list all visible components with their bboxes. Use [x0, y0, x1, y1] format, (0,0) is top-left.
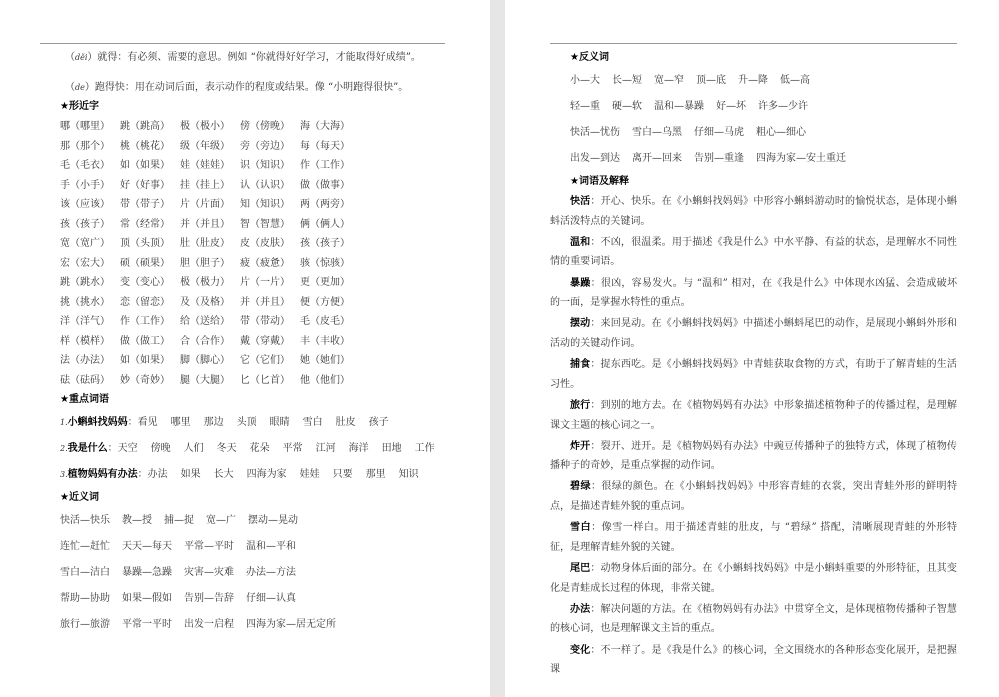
word-pair: 平常—平时	[184, 541, 234, 553]
table-cell: 合（合作）	[180, 335, 230, 347]
word-pair: 快活—快乐	[60, 515, 110, 527]
table-cell: 片（一片）	[240, 277, 290, 289]
table-cell: 恋（留恋）	[120, 296, 170, 308]
table-row	[60, 312, 445, 332]
definition-item	[550, 396, 957, 435]
definition-term: 旅行	[570, 399, 591, 411]
definition-term: 摆动	[570, 318, 591, 330]
table-cell: 做（做工）	[120, 335, 170, 347]
table-cell: 丰（丰收）	[300, 335, 350, 347]
table-cell: 识（知识）	[240, 160, 290, 172]
word-pair: 天天—每天	[122, 541, 172, 553]
definition-text: ：来回晃动。在《小蝌蚪找妈妈》中描述小蝌蚪尾巴的动作，是展现小蝌蚪外形和活动的关键动作词。	[550, 318, 957, 349]
definition-item	[550, 314, 957, 353]
table-cell: 皮（皮肤）	[240, 238, 290, 250]
definition-term: 暴躁	[570, 277, 591, 289]
table-row	[60, 254, 445, 274]
word-pair: 平常一平时	[122, 619, 172, 631]
table-cell: 并（并且）	[180, 218, 230, 230]
word-pair: 仔细—马虎	[694, 127, 744, 138]
definition-text: ：解决问题的方法。在《植物妈妈有办法》中贯穿全文，是体现植物传播种子智慧的核心词，也是理解课文主旨的重点。	[550, 603, 957, 635]
definition-item	[550, 559, 957, 598]
table-cell: 肚（肚皮）	[180, 238, 230, 250]
word-pair: 温和—暴躁	[654, 101, 704, 112]
table-cell: 洋（洋气）	[60, 316, 110, 328]
word-pair: 四海为家—安土重迁	[756, 153, 846, 164]
table-cell: 片（片面）	[180, 199, 230, 211]
table-cell: 变（变心）	[120, 277, 170, 289]
section-heading-synonyms: ★近义词	[60, 492, 99, 504]
word: 田地	[381, 443, 402, 455]
intro-line: （děi）就得：有必须、需要的意思。例如 “你就得好好学习，才能取得好成绩”。	[65, 52, 421, 63]
word-pair: 雪白—乌黑	[632, 127, 682, 138]
table-cell: 知（知识）	[240, 199, 290, 211]
table-cell: 它（它们）	[240, 355, 290, 367]
word-pair: 许多—少许	[758, 101, 808, 112]
synonym-row	[60, 508, 445, 534]
table-row	[60, 156, 445, 176]
lesson-number: 3.	[60, 470, 68, 480]
definition-term: 尾巴	[570, 563, 591, 575]
definition-text: ：开心、快乐。在《小蝌蚪找妈妈》中形容小蝌蚪游动时的愉悦状态，是体现小蝌蚪活泼特点的关键词。	[550, 196, 957, 227]
lesson-row	[60, 436, 445, 462]
word: 工作	[414, 443, 435, 455]
antonyms-list	[570, 68, 957, 172]
table-cell: 妙（奇妙）	[120, 374, 170, 386]
section-heading-similar-chars: ★形近字	[60, 101, 99, 113]
synonyms-list	[60, 508, 445, 638]
table-cell: 好（好事）	[120, 179, 170, 191]
table-cell: 桃（桃花）	[120, 140, 170, 152]
word: 平常	[282, 443, 303, 455]
word-pair: 长—短	[612, 75, 642, 86]
table-row	[60, 332, 445, 352]
table-row	[60, 176, 445, 196]
table-row	[60, 234, 445, 254]
definition-item	[550, 192, 957, 231]
colon: ：	[107, 443, 118, 455]
word: 雪白	[302, 417, 323, 429]
word: 看见	[137, 417, 158, 429]
document-page-right	[505, 0, 999, 697]
table-cell: 孩（孩子）	[60, 218, 110, 230]
table-cell: 更（更加）	[300, 277, 350, 289]
table-cell: 如（如果）	[120, 355, 170, 367]
page-content	[550, 48, 957, 681]
definition-item	[550, 518, 957, 557]
word-pair: 粗心—细心	[756, 127, 806, 138]
word-pair: 暴躁—急躁	[122, 567, 172, 579]
table-cell: 疲（疲惫）	[240, 257, 290, 269]
synonym-row	[60, 586, 445, 612]
definition-term: 雪白	[570, 522, 592, 534]
word-pair: 摆动—晃动	[248, 515, 298, 527]
word-pair: 快活—忧伤	[570, 127, 620, 138]
table-cell: 级（年级）	[180, 140, 230, 152]
table-cell: 哪（哪里）	[60, 121, 110, 133]
word-pair: 离开—回来	[632, 153, 682, 164]
definition-item	[550, 274, 957, 313]
table-cell: 戴（穿戴）	[240, 335, 290, 347]
word-pair: 连忙—赶忙	[60, 541, 110, 553]
table-cell: 他（他们）	[300, 374, 350, 386]
word: 天空	[117, 443, 138, 455]
table-cell: 脚（脚心）	[180, 355, 230, 367]
table-cell: 胆（胆子）	[180, 257, 230, 269]
table-cell: 硕（硕果）	[120, 257, 170, 269]
table-cell: 常（经常）	[120, 218, 170, 230]
colon: ：	[137, 469, 148, 481]
word-pair: 旅行—旅游	[60, 619, 110, 631]
definition-text: ：很凶，容易发火。与 “温和” 相对，在《我是什么》中体现水凶猛、会造成破坏的一面，是掌握水特性的重点。	[550, 277, 957, 309]
word-pair: 雪白—洁白	[60, 567, 110, 579]
table-cell: 那（那个）	[60, 140, 110, 152]
definition-term: 温和	[570, 236, 591, 248]
word-pair: 仔细—认真	[246, 593, 296, 605]
word: 知识	[398, 469, 419, 481]
lesson-title: 植物妈妈有办法	[67, 469, 138, 481]
definition-text: ：到别的地方去。在《植物妈妈有办法》中形象描述植物种子的传播过程，是理解课文主题的核心词之一。	[550, 399, 957, 431]
table-cell: 匕（匕首）	[240, 374, 290, 386]
definition-text: ：不一样了。是《我是什么》的核心词，全文围绕水的各种形态变化展开，是把握课	[550, 644, 957, 676]
word: 人们	[183, 443, 204, 455]
table-cell: 傍（傍晚）	[240, 121, 290, 133]
table-row	[60, 117, 445, 137]
lesson-number: 2.	[60, 444, 68, 454]
table-cell: 孩（孩子）	[300, 238, 350, 250]
table-cell: 并（并且）	[240, 296, 290, 308]
synonym-row	[60, 534, 445, 560]
table-cell: 做（做事）	[300, 179, 350, 191]
word-pair: 捕—捉	[164, 515, 194, 527]
table-cell: 认（认识）	[240, 179, 290, 191]
word: 如果	[180, 469, 201, 481]
synonym-row	[60, 560, 445, 586]
word-pair: 低—高	[780, 75, 810, 86]
word: 四海为家	[246, 469, 287, 481]
word: 肚皮	[335, 417, 356, 429]
word: 办法	[147, 469, 168, 481]
definition-text: ：捉东西吃。是《小蝌蚪找妈妈》中青蛙获取食物的方式，有助于了解青蛙的生活习性。	[550, 359, 957, 390]
table-cell: 海（大海）	[300, 121, 350, 133]
table-cell: 毛（毛衣）	[60, 160, 110, 172]
definition-item	[550, 600, 957, 639]
table-row	[60, 371, 445, 391]
table-cell: 手（小手）	[60, 179, 110, 191]
definition-term: 办法	[570, 603, 591, 615]
word-pair: 教—授	[122, 515, 152, 527]
table-cell: 带（带动）	[240, 316, 290, 328]
table-cell: 该（应该）	[60, 199, 110, 211]
table-cell: 法（办法）	[60, 355, 110, 367]
definition-item	[550, 477, 957, 516]
lesson-number: 1.	[60, 418, 68, 428]
section-heading-antonyms: ★反义词	[570, 52, 609, 63]
table-cell: 带（带子）	[120, 199, 170, 211]
table-cell: 极（极力）	[180, 277, 230, 289]
definition-item	[550, 233, 957, 272]
table-cell: 作（工作）	[300, 160, 350, 172]
word: 长大	[213, 469, 234, 481]
table-cell: 便（方便）	[300, 296, 350, 308]
definition-text: ：像雪一样白。用于描述青蛙的肚皮，与 “碧绿” 搭配，清晰展现青蛙的外形特征，是理解青蛙外貌的关键。	[550, 522, 957, 553]
word-pair: 好—坏	[716, 101, 746, 112]
word-pair: 顶—底	[696, 75, 726, 86]
header-rule	[40, 43, 445, 44]
word-pair: 帮助—协助	[60, 593, 110, 605]
table-cell: 挂（挂上）	[180, 179, 230, 191]
antonym-row	[570, 94, 957, 120]
table-row	[60, 195, 445, 215]
word: 冬天	[216, 443, 237, 455]
table-cell: 俩（俩人）	[300, 218, 350, 230]
table-cell: 骇（惊骇）	[300, 257, 350, 269]
word-pair: 四海为家—居无定所	[246, 619, 336, 631]
section-heading-definitions: ★词语及解释	[570, 176, 629, 187]
word-pair: 升—降	[738, 75, 768, 86]
table-row	[60, 273, 445, 293]
definition-item	[550, 437, 957, 476]
word-pair: 小—大	[570, 75, 600, 86]
table-cell: 娃（娃娃）	[180, 160, 230, 172]
word-pair: 轻—重	[570, 101, 600, 112]
definition-term: 捕食	[570, 359, 591, 371]
word-pair: 办法—方法	[246, 567, 296, 579]
table-cell: 及（及格）	[180, 296, 230, 308]
table-cell: 跳（跳高）	[120, 121, 170, 133]
table-cell: 砝（砝码）	[60, 374, 110, 386]
word: 江河	[315, 443, 336, 455]
colon: ：	[127, 417, 138, 429]
table-cell: 挑（挑水）	[60, 296, 110, 308]
table-cell: 跳（跳水）	[60, 277, 110, 289]
definition-term: 炸开	[570, 440, 591, 452]
word-pair: 如果—假如	[122, 593, 172, 605]
word-pair: 硬—软	[612, 101, 642, 112]
lesson-title: 我是什么	[67, 443, 108, 455]
table-cell: 每（每天）	[300, 140, 350, 152]
key-words-list	[60, 410, 445, 488]
lesson-row	[60, 462, 445, 488]
word: 花朵	[249, 443, 270, 455]
word: 海洋	[348, 443, 369, 455]
definition-item	[550, 355, 957, 394]
table-cell: 给（送给）	[180, 316, 230, 328]
intro-line: （de）跑得快：用在动词后面，表示动作的程度或结果。像 “小明跑得很快”。	[65, 81, 409, 93]
word-pair: 灾害—灾难	[184, 567, 234, 579]
word: 那里	[365, 469, 386, 481]
page-content	[60, 48, 445, 638]
definition-term: 变化	[570, 644, 591, 656]
word: 孩子	[368, 417, 389, 429]
antonym-row	[570, 120, 957, 146]
definitions-list	[550, 192, 957, 680]
word: 傍晚	[150, 443, 171, 455]
section-heading-key-words: ★重点词语	[60, 394, 109, 406]
table-row	[60, 137, 445, 157]
word: 那边	[203, 417, 224, 429]
table-cell: 作（工作）	[120, 316, 170, 328]
antonym-row	[570, 146, 957, 172]
definition-text: ：很绿的颜色。在《小蝌蚪找妈妈》中形容青蛙的衣裳，突出青蛙外形的鲜明特点，是描述青蛙外貌的重点词。	[550, 481, 957, 513]
table-cell: 她（她们）	[300, 355, 350, 367]
table-cell: 两（两旁）	[300, 199, 350, 211]
word: 眼睛	[269, 417, 290, 429]
table-cell: 毛（皮毛）	[300, 316, 350, 328]
definition-item	[550, 641, 957, 680]
word-pair: 宽—窄	[654, 75, 684, 86]
word: 哪里	[170, 417, 191, 429]
table-row	[60, 215, 445, 235]
word: 只要	[332, 469, 353, 481]
antonym-row	[570, 68, 957, 94]
table-cell: 宽（宽广）	[60, 238, 110, 250]
word-pair: 告别—告辞	[184, 593, 234, 605]
table-cell: 腿（大腿）	[180, 374, 230, 386]
word: 头顶	[236, 417, 257, 429]
word-pair: 温和—平和	[246, 541, 296, 553]
similar-chars-table	[60, 117, 445, 390]
word-pair: 出发一启程	[184, 619, 234, 631]
header-rule	[550, 43, 957, 44]
word-pair: 出发—到达	[570, 153, 620, 164]
table-row	[60, 351, 445, 371]
synonym-row	[60, 612, 445, 638]
table-cell: 如（如果）	[120, 160, 170, 172]
table-cell: 样（模样）	[60, 335, 110, 347]
table-cell: 宏（宏大）	[60, 257, 110, 269]
definition-term: 快活	[570, 196, 591, 207]
definition-text: ：动物身体后面的部分。在《小蝌蚪找妈妈》中是小蝌蚪重要的外形特征，且其变化是青蛙成长过程的体现，非常关键。	[550, 563, 957, 594]
table-cell: 极（极小）	[180, 121, 230, 133]
word-pair: 宽—广	[206, 515, 236, 527]
table-cell: 顶（头顶）	[120, 238, 170, 250]
definition-text: ：不凶，很温柔。用于描述《我是什么》中水平静、有益的状态，是理解水不同性情的重要词语。	[550, 236, 957, 268]
definition-text: ：裂开、迸开。是《植物妈妈有办法》中豌豆传播种子的独特方式，体现了植物传播种子的奇妙，是重点掌握的动作词。	[550, 440, 957, 472]
table-cell: 智（智慧）	[240, 218, 290, 230]
definition-term: 碧绿	[570, 481, 591, 493]
word-pair: 告别—重逢	[694, 153, 744, 164]
table-cell: 旁（旁边）	[240, 140, 290, 152]
document-page-left	[0, 0, 490, 697]
word: 娃娃	[299, 469, 320, 481]
lesson-row	[60, 410, 445, 436]
table-row	[60, 293, 445, 313]
lesson-title: 小蝌蚪找妈妈	[67, 417, 128, 429]
